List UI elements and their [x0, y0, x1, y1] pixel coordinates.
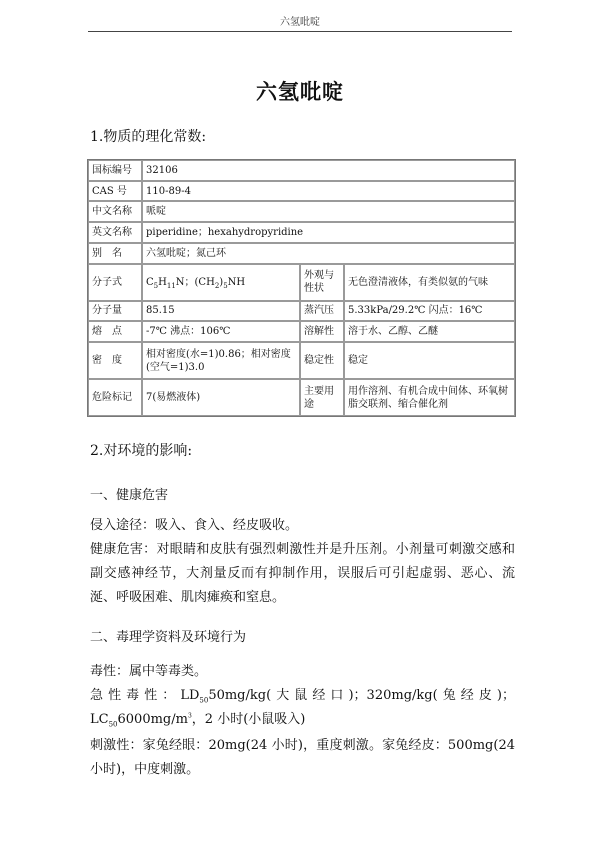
table-value: -7℃ 沸点：106℃ [142, 321, 300, 342]
table-value: 稳定 [344, 342, 515, 379]
table-label: 英文名称 [88, 222, 142, 243]
subsection-heading-health: 一、健康危害 [90, 488, 169, 503]
table-value: 相对密度(水=1)0.86；相对密度(空气=1)3.0 [142, 342, 300, 379]
table-row [88, 342, 515, 379]
table-row [88, 379, 515, 416]
table-label: 分子量 [88, 301, 142, 322]
table-label: 主要用途 [300, 379, 344, 416]
table-label: CAS 号 [88, 181, 142, 202]
subsection-heading-toxicology: 二、毒理学资料及环境行为 [90, 630, 247, 645]
table-value: piperidine；hexahydropyridine [142, 222, 515, 243]
header-rule [88, 31, 512, 32]
table-value: 溶于水、乙醇、乙醚 [344, 321, 515, 342]
irritation: 刺激性：家兔经眼：20mg(24 小时)，重度刺激。家兔经皮：500mg(24 小时)，中度刺激。 [90, 738, 515, 777]
table-row [88, 321, 515, 342]
running-header: 六氢吡啶 [280, 17, 320, 28]
health-route: 侵入途径：吸入、食入、经皮吸收。 [90, 518, 299, 533]
table-row [88, 243, 515, 264]
acute-toxicity: 急性毒性：$LD_{50}50mg/kg$(大鼠经口)；320mg/kg(兔经皮)；$LC_{50}6000mg/m^3$，2 小时(小鼠吸入) [90, 688, 515, 729]
table-label: 别 名 [88, 243, 142, 264]
table-label: 熔 点 [88, 321, 142, 342]
toxicity-class: 毒性：属中等毒类。 [90, 664, 208, 679]
section-heading-physchem: 1.物质的理化常数: [90, 129, 207, 145]
table-label: 危险标记 [88, 379, 142, 416]
table-value: 哌啶 [142, 201, 515, 222]
table-row [88, 201, 515, 222]
table-label: 中文名称 [88, 201, 142, 222]
table-value: 5.33kPa/29.2℃ 闪点：16℃ [344, 301, 515, 322]
table-label: 外观与性状 [300, 264, 344, 301]
table-row [88, 181, 515, 202]
properties-table [87, 159, 516, 417]
table-row [88, 160, 515, 181]
table-label: 蒸汽压 [300, 301, 344, 322]
table-row [88, 301, 515, 322]
table-value: 六氢吡啶；氮己环 [142, 243, 515, 264]
table-label: 国标编号 [88, 160, 142, 181]
section-heading-environment: 2.对环境的影响: [90, 443, 193, 459]
health-hazard: 健康危害：对眼睛和皮肤有强烈刺激性并是升压剂。小剂量可刺激交感和副交感神经节，大剂量反而有抑制作用，误服后可引起虚弱、恶心、流涎、呼吸困难、肌肉瘫痪和窒息。 [90, 542, 515, 605]
table-row [88, 222, 515, 243]
table-label: 分子式 [88, 264, 142, 301]
table-value: 用作溶剂、有机合成中间体、环氧树脂交联剂、缩合催化剂 [344, 379, 515, 416]
table-value: 无色澄清液体，有类似氨的气味 [344, 264, 515, 301]
document-title: 六氢吡啶 [256, 79, 344, 104]
table-label: 稳定性 [300, 342, 344, 379]
table-value: 32106 [142, 160, 515, 181]
table-value: 110-89-4 [142, 181, 515, 202]
table-value: 7(易燃液体) [142, 379, 300, 416]
formula-value: $C_5H_{11}N$；$(CH_2)_5NH$ [142, 264, 300, 301]
table-label: 密 度 [88, 342, 142, 379]
table-row [88, 264, 515, 301]
table-value: 85.15 [142, 301, 300, 322]
table-label: 溶解性 [300, 321, 344, 342]
